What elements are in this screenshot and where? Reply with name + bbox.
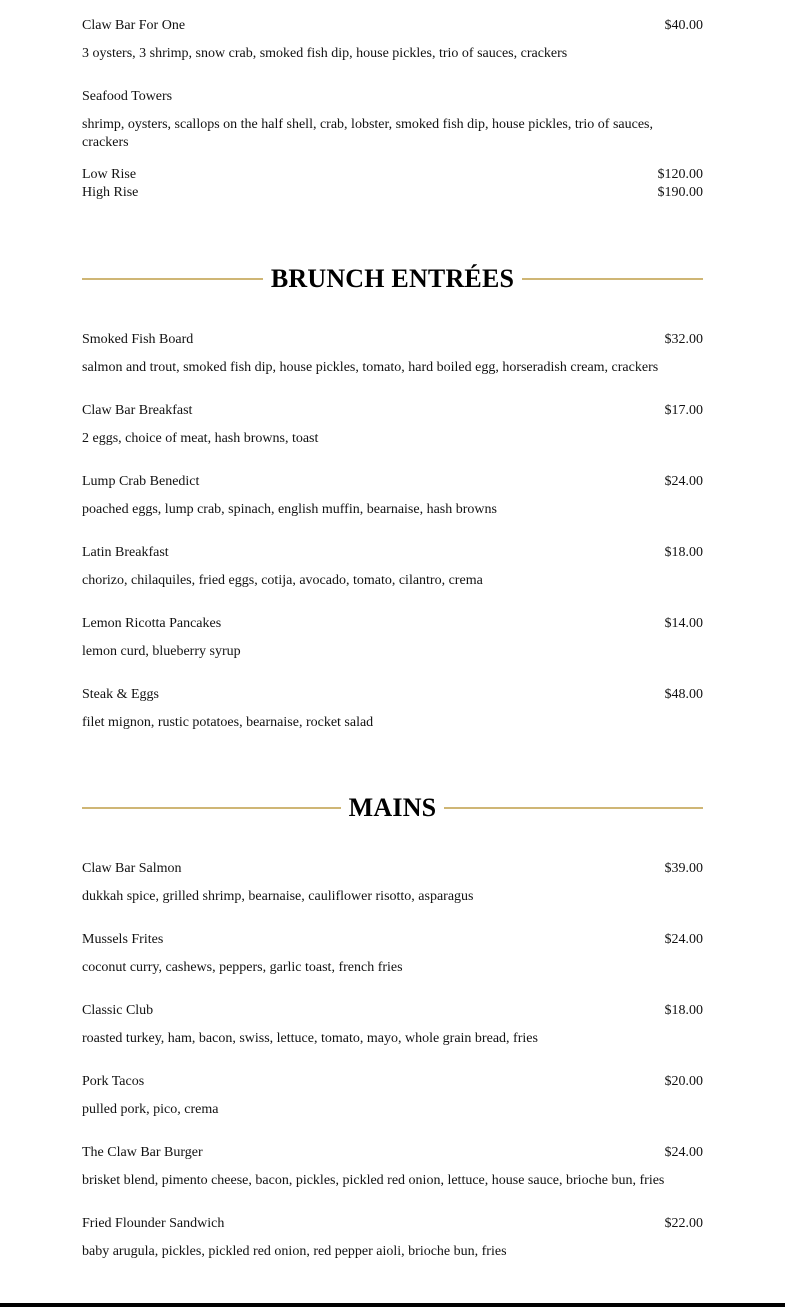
section-title: BRUNCH ENTRÉES [270, 264, 515, 293]
menu-item [82, 544, 703, 590]
item-price: $24.00 [664, 474, 703, 489]
menu-item [82, 1002, 703, 1048]
item-price: $18.00 [664, 545, 703, 560]
page-bottom-border [0, 1303, 785, 1307]
option-price: $120.00 [657, 167, 703, 182]
item-description: salmon and trout, smoked fish dip, house pickles, tomato, hard boiled egg, horseradish cream, crackers [82, 360, 659, 375]
item-price: $40.00 [664, 18, 703, 33]
item-price: $24.00 [664, 932, 703, 947]
item-description: dukkah spice, grilled shrimp, bearnaise, cauliflower risotto, asparagus [82, 889, 474, 904]
item-name: Smoked Fish Board [82, 332, 194, 347]
item-name: Lemon Ricotta Pancakes [82, 616, 222, 631]
item-price: $20.00 [664, 1074, 703, 1089]
item-description: baby arugula, pickles, pickled red onion, red pepper aioli, brioche bun, fries [82, 1244, 507, 1259]
item-name: Seafood Towers [82, 89, 173, 104]
item-price: $48.00 [664, 687, 703, 702]
menu-item [82, 473, 703, 519]
menu-item-seafood-towers [82, 88, 703, 152]
item-description: filet mignon, rustic potatoes, bearnaise, rocket salad [82, 715, 374, 730]
item-description: lemon curd, blueberry syrup [82, 644, 241, 659]
menu-item [82, 331, 703, 377]
item-price: $14.00 [664, 616, 703, 631]
item-description: poached eggs, lump crab, spinach, english muffin, bearnaise, hash browns [82, 502, 497, 517]
item-description: brisket blend, pimento cheese, bacon, pickles, pickled red onion, lettuce, house sauce, brioche bun, fries [82, 1173, 665, 1188]
menu-item [82, 402, 703, 448]
item-name: Fried Flounder Sandwich [82, 1216, 225, 1231]
section-rule-right [444, 807, 703, 809]
menu-item-claw-bar-for-one [82, 17, 703, 63]
item-name: Claw Bar Salmon [82, 861, 182, 876]
item-name: Latin Breakfast [82, 545, 169, 560]
item-description: 2 eggs, choice of meat, hash browns, toast [82, 431, 319, 446]
item-name: Mussels Frites [82, 932, 164, 947]
item-description: chorizo, chilaquiles, fried eggs, cotija, avocado, tomato, cilantro, crema [82, 573, 483, 588]
item-name: Claw Bar For One [82, 18, 186, 33]
menu-item [82, 1073, 703, 1119]
item-description: roasted turkey, ham, bacon, swiss, lettuce, tomato, mayo, whole grain bread, fries [82, 1031, 538, 1046]
item-price: $39.00 [664, 861, 703, 876]
menu-item [82, 686, 703, 732]
item-price: $18.00 [664, 1003, 703, 1018]
menu-item [82, 615, 703, 661]
item-price: $24.00 [664, 1145, 703, 1160]
item-name: Steak & Eggs [82, 687, 159, 702]
section-rule-left [82, 278, 263, 280]
tower-option-high-rise [82, 184, 703, 202]
tower-option-low-rise [82, 166, 703, 184]
item-name: Claw Bar Breakfast [82, 403, 193, 418]
item-name: Lump Crab Benedict [82, 474, 200, 489]
section-rule-left [82, 807, 341, 809]
item-description: pulled pork, pico, crema [82, 1102, 219, 1117]
menu-item [82, 931, 703, 977]
item-description: 3 oysters, 3 shrimp, snow crab, smoked fish dip, house pickles, trio of sauces, crackers [82, 46, 568, 61]
item-name: Classic Club [82, 1003, 154, 1018]
option-name: Low Rise [82, 167, 137, 182]
item-price: $17.00 [664, 403, 703, 418]
item-price: $22.00 [664, 1216, 703, 1231]
item-description: coconut curry, cashews, peppers, garlic toast, french fries [82, 960, 403, 975]
menu-item [82, 1144, 703, 1190]
item-description: shrimp, oysters, scallops on the half shell, crab, lobster, smoked fish dip, house pickles, trio of sauces, crackers [82, 117, 653, 150]
menu-item [82, 860, 703, 906]
menu-item [82, 1215, 703, 1261]
section-header-brunch [82, 262, 703, 296]
section-title: MAINS [348, 793, 437, 822]
section-header-mains [82, 791, 703, 825]
option-name: High Rise [82, 185, 139, 200]
option-price: $190.00 [657, 185, 703, 200]
section-rule-right [522, 278, 703, 280]
item-name: The Claw Bar Burger [82, 1145, 203, 1160]
item-name: Pork Tacos [82, 1074, 145, 1089]
item-price: $32.00 [664, 332, 703, 347]
